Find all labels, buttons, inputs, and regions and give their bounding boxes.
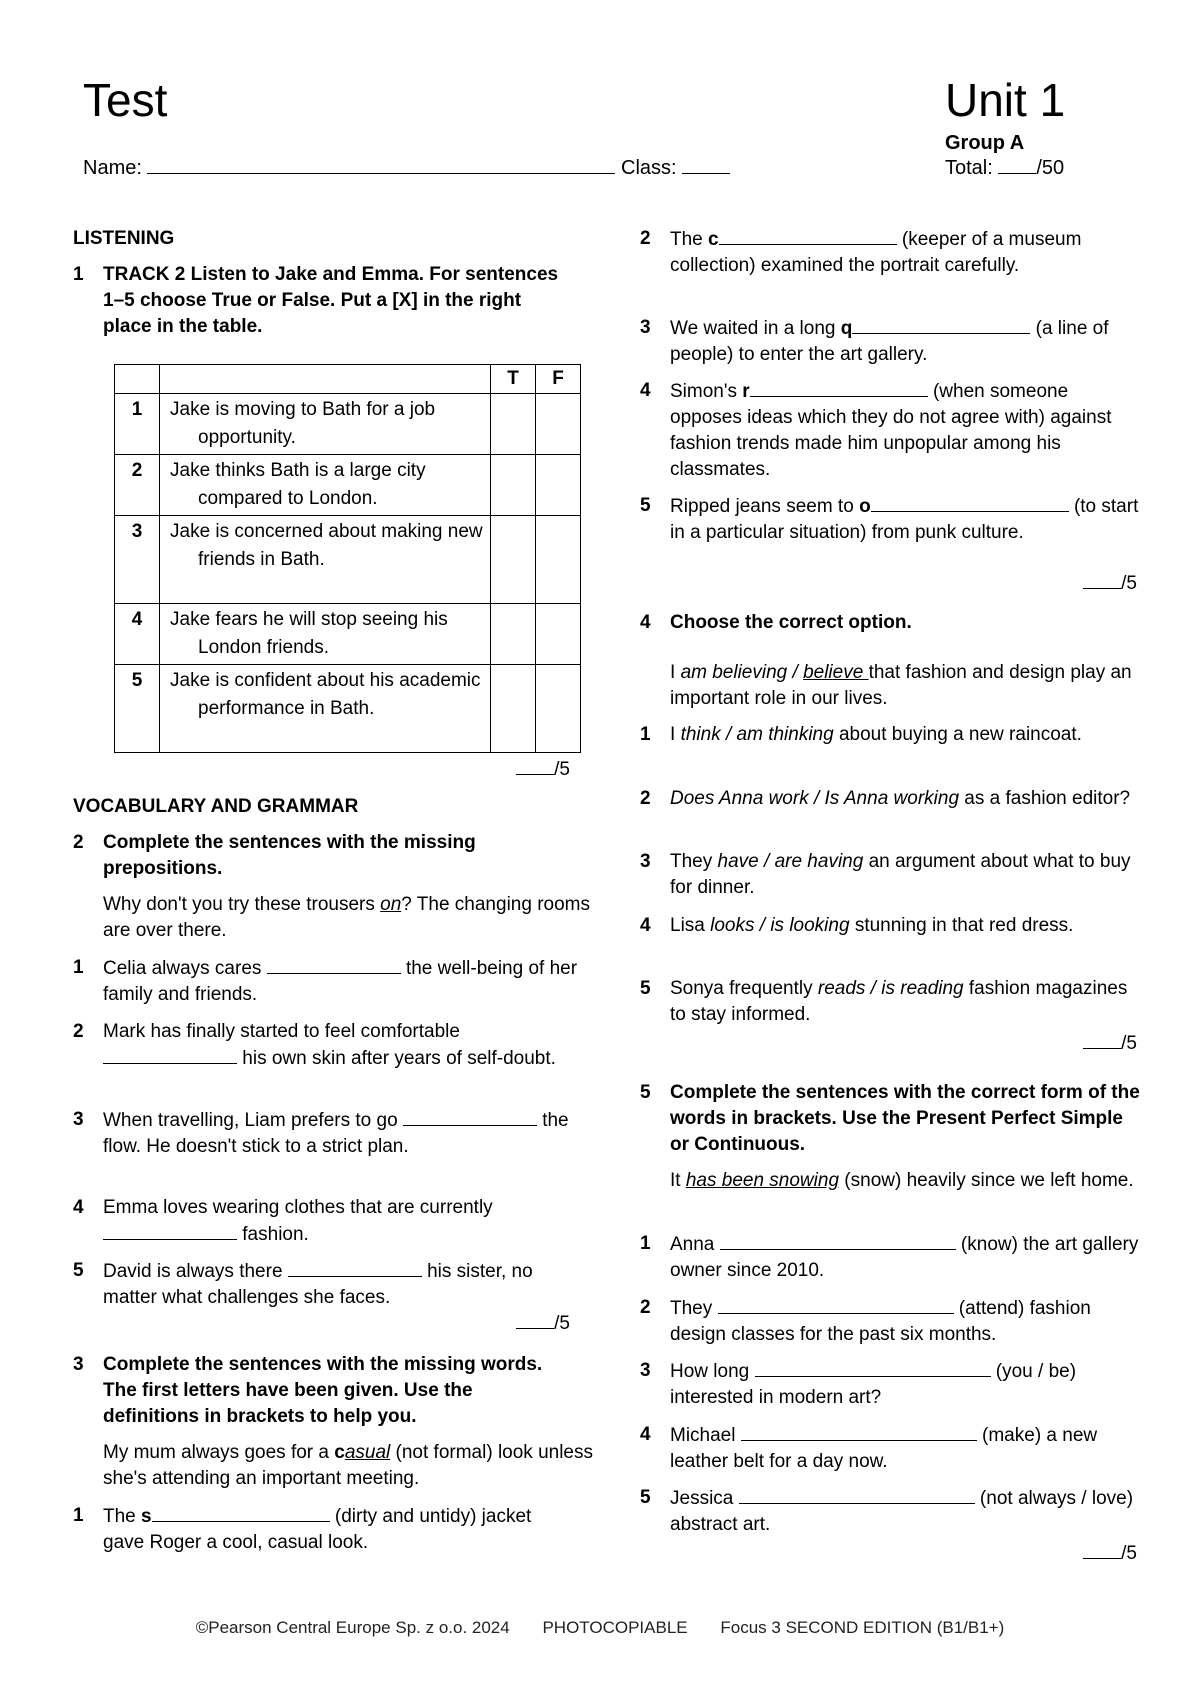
- table-header-blank: [160, 365, 491, 394]
- exercise-instruction: TRACK 2 Listen to Jake and Emma. For sentences 1–5 choose True or False. Put a [X] in the right place in the table.: [103, 264, 559, 337]
- true-cell[interactable]: [491, 665, 536, 753]
- list-item: 2 They (attend) fashion design classes for the past six months.: [640, 1297, 1091, 1345]
- score-max: /5: [554, 759, 570, 780]
- photocopiable-label: PHOTOCOPIABLE: [542, 1618, 688, 1637]
- answer-blank[interactable]: [288, 1258, 422, 1277]
- table-row: [115, 604, 581, 665]
- row-statement: Jake is moving to Bath for a job opportunity.: [170, 399, 436, 448]
- exercise-number: 1: [73, 264, 84, 285]
- answer-blank[interactable]: [152, 1503, 330, 1522]
- score-2: [470, 1310, 570, 1337]
- list-item: 2 Does Anna work / Is Anna working as a fashion editor?: [640, 788, 1131, 809]
- score-field[interactable]: [1083, 1030, 1121, 1049]
- row-statement: Jake thinks Bath is a large city compared to London.: [170, 460, 426, 509]
- exercise-instruction: Choose the correct option.: [670, 612, 912, 633]
- list-item: 2 The c (keeper of a museum collection) examined the portrait carefully.: [640, 228, 1082, 276]
- options[interactable]: think / am thinking: [680, 724, 834, 745]
- true-cell[interactable]: [491, 455, 536, 516]
- row-number: 1: [115, 394, 160, 455]
- options[interactable]: have / are having: [717, 851, 864, 872]
- score-3: [1037, 570, 1137, 597]
- example-answer: on: [380, 894, 402, 915]
- vocab-heading: VOCABULARY AND GRAMMAR: [73, 796, 359, 817]
- list-item: 4 Michael (make) a new leather belt for a day now.: [640, 1424, 1098, 1472]
- exercise-1: [73, 262, 573, 340]
- class-field[interactable]: [682, 155, 730, 174]
- exercise-instruction: Complete the sentences with the correct form of the words in brackets. Use the Present Perfect Simple or Continuous.: [670, 1082, 1140, 1155]
- exercise-number: 5: [640, 1082, 651, 1103]
- class-label: Class:: [621, 157, 677, 179]
- false-cell[interactable]: [536, 604, 581, 665]
- list-item: 1 The s (dirty and untidy) jacket gave Roger a cool, casual look.: [73, 1505, 532, 1553]
- list-item: 3 How long (you / be) interested in modern art?: [640, 1360, 1077, 1408]
- exercise-5: [640, 1080, 1140, 1158]
- row-statement: Jake is concerned about making new friends in Bath.: [170, 521, 483, 570]
- list-item: 3 We waited in a long q (a line of people) to enter the art gallery.: [640, 317, 1109, 365]
- answer-blank[interactable]: [718, 1295, 954, 1314]
- score-max: /5: [1121, 1543, 1137, 1564]
- score-max: /5: [1121, 1033, 1137, 1054]
- group-label: Group A: [945, 132, 1025, 154]
- unit-title: Unit 1: [945, 74, 1066, 126]
- table-row: [115, 516, 581, 604]
- true-false-table: [114, 364, 581, 753]
- example-answer: asual: [344, 1442, 391, 1463]
- total-field[interactable]: [998, 155, 1036, 174]
- example: My mum always goes for a casual (not formal) look unless she's attending an important meeting.: [103, 1442, 593, 1489]
- table-header-blank: [115, 365, 160, 394]
- answer-blank[interactable]: [750, 378, 928, 397]
- column-false: F: [536, 365, 581, 394]
- table-row: [115, 455, 581, 516]
- total-max: /50: [1036, 157, 1065, 179]
- list-item: 3 When travelling, Liam prefers to go the flow. He doesn't stick to a strict plan.: [73, 1109, 569, 1157]
- example-answer: has been snowing: [685, 1170, 840, 1191]
- name-field[interactable]: [147, 155, 615, 174]
- list-item: 1 I think / am thinking about buying a new raincoat.: [640, 724, 1082, 745]
- true-cell[interactable]: [491, 394, 536, 455]
- true-cell[interactable]: [491, 516, 536, 604]
- page-title: Test: [83, 74, 168, 126]
- list-item: 4 Emma loves wearing clothes that are currently fashion.: [73, 1197, 493, 1245]
- false-cell[interactable]: [536, 455, 581, 516]
- table-row: [115, 394, 581, 455]
- list-item: 5 David is always there his sister, no matter what challenges she faces.: [73, 1260, 533, 1308]
- false-cell[interactable]: [536, 516, 581, 604]
- list-item: 5 Ripped jeans seem to o (to start in a particular situation) from punk culture.: [640, 495, 1139, 543]
- example: It has been snowing (snow) heavily since we left home.: [670, 1170, 1134, 1191]
- name-label: Name:: [83, 157, 142, 179]
- listening-heading: LISTENING: [73, 228, 175, 249]
- row-number: 4: [115, 604, 160, 665]
- example-answer: believe: [803, 662, 869, 683]
- exercise-number: 4: [640, 612, 651, 633]
- exercise-4: [640, 610, 1140, 636]
- exercise-number: 2: [73, 832, 84, 853]
- table-row: [115, 665, 581, 753]
- score-max: /5: [1121, 573, 1137, 594]
- score-field[interactable]: [516, 756, 554, 775]
- score-max: /5: [554, 1313, 570, 1334]
- list-item: 5 Sonya frequently reads / is reading fashion magazines to stay informed.: [640, 978, 1128, 1025]
- answer-blank[interactable]: [103, 1045, 237, 1064]
- example: I am believing / believe that fashion and design play an important role in our lives.: [670, 662, 1132, 709]
- score-field[interactable]: [1083, 570, 1121, 589]
- total-label: Total:: [945, 157, 993, 179]
- score-5: [1037, 1540, 1137, 1567]
- score-4: [1037, 1030, 1137, 1057]
- answer-blank[interactable]: [852, 315, 1030, 334]
- exercise-3: [73, 1352, 573, 1430]
- score-field[interactable]: [1083, 1540, 1121, 1559]
- exercise-instruction: Complete the sentences with the missing words. The first letters have been given. Use the definitions in brackets to help you.: [103, 1354, 543, 1427]
- row-number: 5: [115, 665, 160, 753]
- edition-label: Focus 3 SECOND EDITION (B1/B1+): [720, 1618, 1005, 1637]
- answer-blank[interactable]: [741, 1422, 977, 1441]
- score-field[interactable]: [516, 1310, 554, 1329]
- total-row: [945, 155, 1064, 180]
- exercise-2: [73, 830, 573, 882]
- answer-blank[interactable]: [403, 1107, 537, 1126]
- answer-blank[interactable]: [103, 1221, 237, 1240]
- false-cell[interactable]: [536, 394, 581, 455]
- options[interactable]: Does Anna work / Is Anna working: [670, 788, 960, 809]
- answer-blank[interactable]: [720, 1231, 956, 1250]
- list-item: 2 Mark has finally started to feel comfortable his own skin after years of self-doubt.: [73, 1021, 556, 1069]
- row-number: 2: [115, 455, 160, 516]
- list-item: 3 They have / are having an argument about what to buy for dinner.: [640, 851, 1131, 898]
- exercise-number: 3: [73, 1354, 84, 1375]
- row-number: 3: [115, 516, 160, 604]
- score-1: [470, 756, 570, 783]
- list-item: 4 Simon's r (when someone opposes ideas which they do not agree with) against fashion trends made him unpopular among his classmates.: [640, 380, 1112, 480]
- example: Why don't you try these trousers on? The changing rooms are over there.: [103, 894, 590, 941]
- answer-blank[interactable]: [755, 1358, 991, 1377]
- footer: [0, 1615, 1200, 1641]
- answer-blank[interactable]: [871, 493, 1069, 512]
- list-item: 5 Jessica (not always / love) abstract art.: [640, 1487, 1134, 1535]
- answer-blank[interactable]: [267, 955, 401, 974]
- list-item: 4 Lisa looks / is looking stunning in that red dress.: [640, 915, 1074, 936]
- list-item: 1 Celia always cares the well-being of her family and friends.: [73, 957, 578, 1005]
- answer-blank[interactable]: [719, 226, 897, 245]
- name-row: [83, 155, 730, 180]
- column-true: T: [491, 365, 536, 394]
- list-item: 1 Anna (know) the art gallery owner since 2010.: [640, 1233, 1139, 1281]
- copyright: ©Pearson Central Europe Sp. z o.o. 2024: [195, 1618, 510, 1637]
- exercise-instruction: Complete the sentences with the missing prepositions.: [103, 832, 476, 879]
- row-statement: Jake is confident about his academic performance in Bath.: [170, 670, 481, 719]
- row-statement: Jake fears he will stop seeing his London friends.: [170, 609, 448, 658]
- false-cell[interactable]: [536, 665, 581, 753]
- answer-blank[interactable]: [739, 1485, 975, 1504]
- options[interactable]: reads / is reading: [817, 978, 964, 999]
- true-cell[interactable]: [491, 604, 536, 665]
- options[interactable]: looks / is looking: [710, 915, 850, 936]
